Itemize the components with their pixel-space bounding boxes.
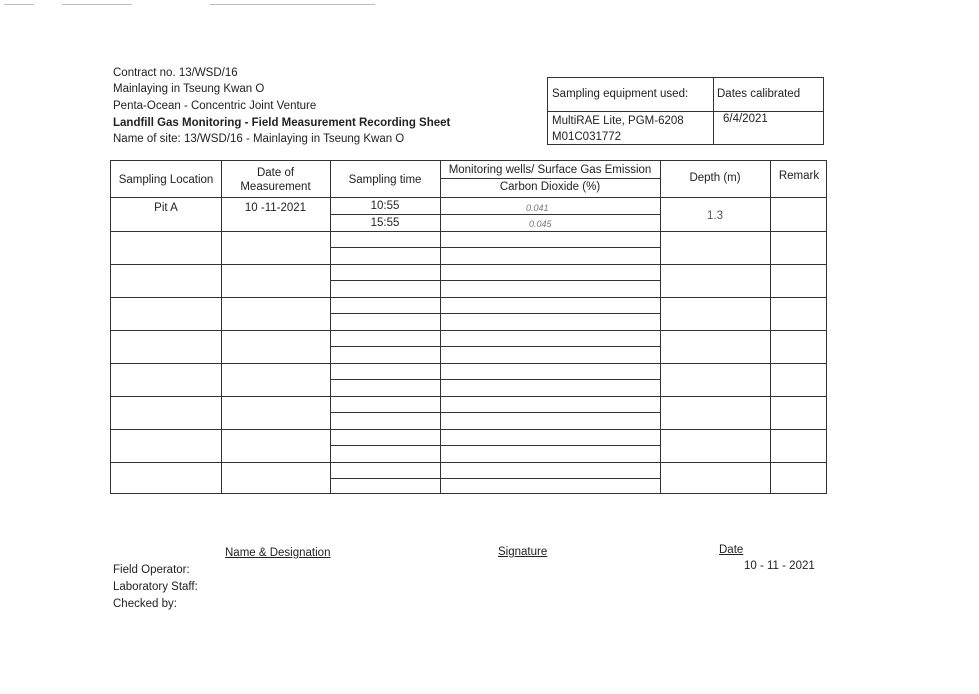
header-monitoring-wells: Monitoring wells/ Surface Gas Emission	[448, 164, 652, 176]
header-date-line1: Date of	[256, 167, 295, 179]
field-operator-label: Field Operator:	[113, 564, 190, 576]
equipment-label: Sampling equipment used:	[552, 88, 689, 100]
equipment-model: MultiRAE Lite, PGM-6208	[552, 115, 684, 127]
sheet-title: Landfill Gas Monitoring - Field Measurement Recording Sheet	[113, 117, 451, 129]
checked-by-label: Checked by:	[113, 598, 177, 610]
cell-date: 10 -11-2021	[244, 202, 307, 214]
header-date-line2: Measurement	[240, 181, 311, 193]
header-sampling-time: Sampling time	[348, 174, 422, 186]
contract-number: Contract no. 13/WSD/16	[113, 67, 238, 79]
footer-signature: Signature	[498, 546, 548, 558]
header-sampling-location: Sampling Location	[118, 174, 214, 186]
cell-depth: 1.3	[707, 210, 723, 222]
equipment-box	[547, 77, 824, 145]
laboratory-staff-label: Laboratory Staff:	[113, 581, 198, 593]
scan-mark	[62, 4, 132, 5]
site-name: Name of site: 13/WSD/16 - Mainlaying in Tseung Kwan O	[113, 133, 405, 145]
header-remark: Remark	[778, 170, 820, 182]
cell-time-2: 15:55	[370, 217, 400, 229]
footer-name-designation: Name & Designation	[225, 547, 331, 559]
scan-mark	[210, 4, 375, 5]
calibrated-label: Dates calibrated	[717, 88, 801, 100]
cell-location: Pit A	[154, 202, 178, 214]
header-carbon-dioxide: Carbon Dioxide (%)	[499, 181, 601, 193]
footer-date-value: 10 - 11 - 2021	[744, 560, 815, 572]
cell-co2-2: 0.045	[529, 219, 552, 229]
scan-mark	[4, 4, 34, 5]
contractor-name: Penta-Ocean - Concentric Joint Venture	[113, 100, 317, 112]
footer-date-label: Date	[719, 544, 744, 556]
cell-time-1: 10:55	[370, 200, 400, 212]
equipment-serial: M01C031772	[552, 131, 622, 143]
cell-co2-1: 0.041	[526, 203, 549, 213]
calibrated-date: 6/4/2021	[723, 113, 768, 125]
header-depth: Depth (m)	[689, 172, 741, 184]
measurement-table	[110, 160, 827, 494]
project-name: Mainlaying in Tseung Kwan O	[113, 83, 265, 95]
